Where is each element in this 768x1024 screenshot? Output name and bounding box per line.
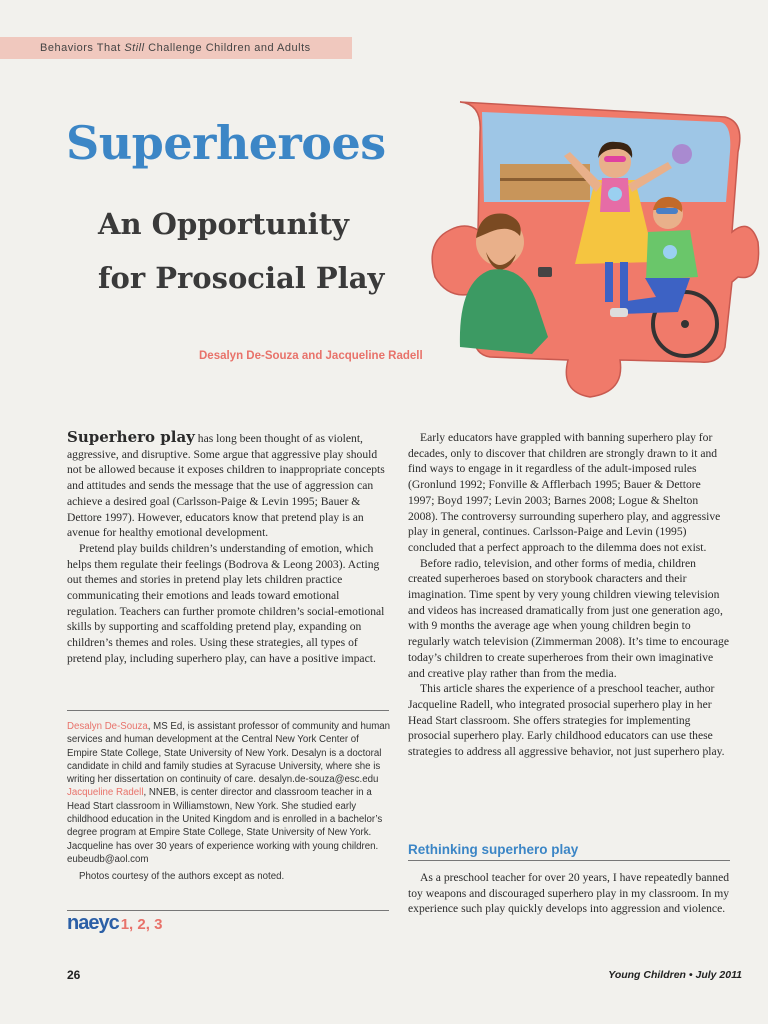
paragraph: This article shares the experience of a preschool teacher, author Jacqueline Radell, who integrated prosocial superhero play in her Head Start classroom. She offers strategies for implementing prosocial superhero play. Early childhood educators can use these strategies to address all aggressive behavior, not just superhero play. [408, 682, 725, 759]
intro-paragraph [67, 430, 389, 541]
bio-text: , MS Ed, is assistant professor of community and human services and human development at the Central New York Center of Empire State College, State University of New York. Desalyn is a doctoral candidate in child and family studies at Syracuse University, where she is writing her dissertation on continuity of care. desalyn.de-souza@esc.edu [67, 721, 391, 786]
author-bios [67, 720, 391, 884]
divider [67, 910, 389, 911]
girl-mask [604, 156, 626, 162]
paragraph: Pretend play builds children’s understanding of emotion, which helps them regulate their feelings (Bodrova & Leong 2003). Acting out themes and stories in pretend play lets children practice communicating their emotions and leads toward emotional regulation. Teachers can further promote children’s social-emotional skills by supporting and scaffolding pretend play, expanding on children’s themes and roles. Using these strategies, all types of pretend play, including superhero play, can have a positive impact. [67, 541, 385, 665]
section-heading-rule [408, 860, 730, 861]
boy-shoe [610, 308, 628, 317]
toy-bear [672, 144, 692, 164]
bio-desalyn [67, 720, 391, 786]
bookshelf-shelf [500, 178, 590, 181]
naeyc-logo: naeyc [67, 912, 119, 934]
bio-jacqueline [67, 786, 391, 866]
subtitle-line-2: for Prosocial Play [98, 261, 385, 295]
wheelchair-hub [681, 320, 689, 328]
article-subtitle [98, 197, 384, 305]
section-body [408, 870, 730, 917]
lead-in: Superhero play [67, 428, 195, 446]
banner-italic: Still [124, 42, 145, 54]
section-heading: Rethinking superhero play [408, 842, 579, 857]
page-number: 26 [67, 968, 81, 982]
standards-numbers: 1, 2, 3 [120, 916, 163, 933]
girl-leg [605, 262, 613, 302]
subtitle-line-1: An Opportunity [98, 207, 349, 241]
intro-text: has long been thought of as violent, aggressive, and disruptive. Some argue that aggressive play should not be allowed because it exposes children to inappropriate concepts and attitudes and sends the message that the use of aggression can achieve a desired goal (Carlsson-Paige & Levin 1995; Bauer & Dettore 1997). However, educators know that pretend play is an avenue for healthy emotional development. [67, 432, 385, 540]
divider [67, 710, 389, 711]
left-column [67, 430, 389, 667]
girl-emblem [608, 187, 622, 201]
paragraph: Early educators have grappled with banning superhero play for decades, only to discover that children are strongly drawn to it and find ways to engage in it regardless of the adult-imposed rules (Gronlund 1992; Fonville & Afflerbach 1995; Bauer & Dettore 1997; Boyd 1997; Levin 2003; Barnes 2008; Logue & Shelton 2008). The controversy surrounding superhero play, and aggressive play in general, continues. Carlsson-Paige and Levin (1995) concluded that a perfect approach to the dilemma does not exist. [408, 431, 721, 554]
boy-emblem [663, 245, 677, 259]
article-title: Superheroes [66, 116, 386, 170]
right-column [408, 430, 730, 760]
byline: Desalyn De-Souza and Jacqueline Radell [199, 350, 423, 362]
banner-prefix: Behaviors That [40, 42, 125, 54]
puzzle-illustration [420, 92, 760, 402]
author-name: Desalyn De-Souza [67, 721, 148, 732]
author-name: Jacqueline Radell [67, 787, 144, 799]
boy-goggles [656, 208, 678, 214]
banner-suffix: Challenge Children and Adults [144, 42, 311, 54]
camera [538, 267, 552, 277]
paragraph: Before radio, television, and other forms of media, children created superheroes based on storybook characters and their imagination. Time spent by very young children viewing television and videos has increased dramatically from just one generation ago, with 9 months the average age when young children begin to regularly watch television (Zimmerman 2008). It’s time to encourage today’s children to create superheroes from their own imaginative and creative play rather than from the media. [408, 556, 729, 680]
girl-leg-2 [620, 262, 628, 302]
photo-credit: Photos courtesy of the authors except as noted. [79, 871, 285, 883]
paragraph: As a preschool teacher for over 20 years, I have repeatedly banned toy weapons and discouraged superhero play in my classroom. In my experience such play quickly develops into aggression and violence. [408, 871, 730, 916]
naeyc-standards [67, 912, 162, 935]
journal-footer: Young Children • July 2011 [608, 969, 742, 981]
bio-text: , NNEB, is center director and classroom teacher in a Head Start classroom in Williamstown, New York. She studied early childhood education in the United Kingdom and is enrolled in a bachelor’s degree program at Empire State College, State University of New York. Jacqueline has over 30 years of experience working with young children. eubeudb@aol.com [67, 787, 383, 865]
section-banner [0, 37, 352, 59]
